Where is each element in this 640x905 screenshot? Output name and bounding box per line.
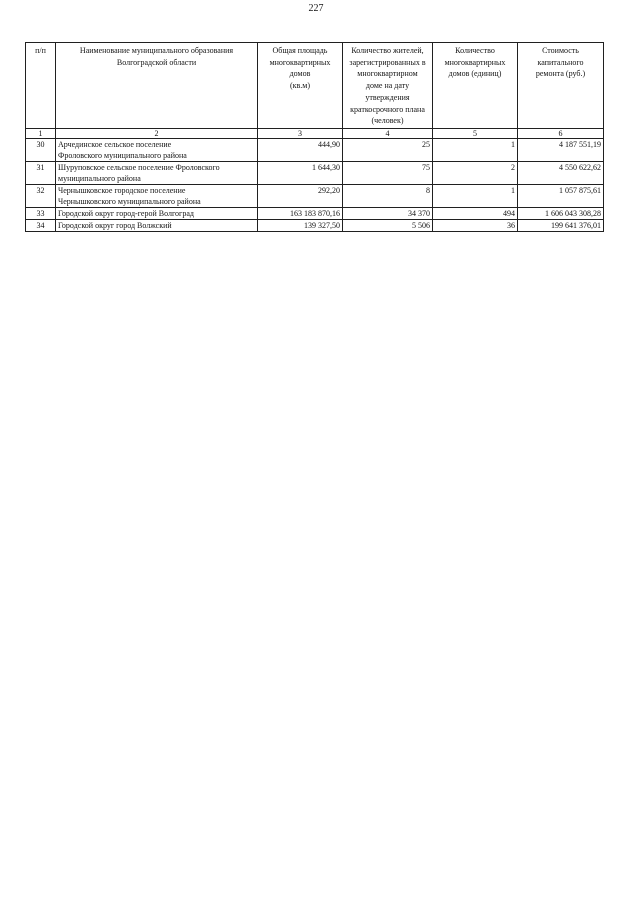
cost-value: 199 641 376,01: [518, 220, 604, 232]
row-index: 34: [26, 220, 56, 232]
header-line: п/п: [35, 46, 46, 55]
header-cell-municipality: [56, 43, 258, 129]
column-number: 3: [258, 129, 343, 139]
header-line: Волгоградской области: [116, 57, 197, 67]
header-line: Стоимость: [542, 46, 579, 55]
column-number: 2: [56, 129, 258, 139]
houses-value: 1: [433, 185, 518, 208]
header-line: (кв.м): [289, 81, 311, 91]
header-line: Количество жителей,: [351, 46, 424, 55]
cost-value: 1 057 875,61: [518, 185, 604, 208]
area-value: 139 327,50: [258, 220, 343, 232]
header-line: многоквартирных: [269, 57, 331, 67]
header-line: Наименование муниципального образования: [79, 46, 234, 55]
header-line: многоквартирных: [444, 57, 506, 67]
table-header-row: [26, 43, 604, 129]
column-number: 6: [518, 129, 604, 139]
municipality-name: [56, 208, 258, 220]
houses-value: 1: [433, 139, 518, 162]
residents-value: 5 506: [343, 220, 433, 232]
row-index: 31: [26, 162, 56, 185]
header-line: многоквартирном: [357, 69, 418, 79]
header-line: ремонта (руб.): [535, 69, 586, 79]
name-line: Шуруповское сельское поселение Фроловского: [58, 163, 220, 172]
header-line: (человек): [371, 116, 404, 126]
municipality-name: [56, 185, 258, 208]
municipality-name: [56, 139, 258, 162]
header-line: капитального: [537, 57, 584, 67]
row-index: 32: [26, 185, 56, 208]
header-line: домов (единиц): [448, 69, 502, 79]
residents-value: 34 370: [343, 208, 433, 220]
header-line: доме на дату: [365, 81, 410, 91]
houses-value: 36: [433, 220, 518, 232]
header-cell-area: [258, 43, 343, 129]
cost-value: 1 606 043 308,28: [518, 208, 604, 220]
row-index: 33: [26, 208, 56, 220]
column-number: 5: [433, 129, 518, 139]
name-line: муниципального района: [58, 174, 141, 183]
municipality-name: [56, 220, 258, 232]
header-line: утверждения: [365, 92, 410, 102]
header-line: Общая площадь: [272, 46, 328, 55]
municipality-name: [56, 162, 258, 185]
header-line: зарегистрированных в: [349, 57, 426, 67]
table-row: [26, 220, 604, 232]
header-cell-houses: [433, 43, 518, 129]
header-cell-cost: [518, 43, 604, 129]
area-value: 444,90: [258, 139, 343, 162]
table-row: [26, 185, 604, 208]
houses-value: 494: [433, 208, 518, 220]
name-line: Фроловского муниципального района: [58, 151, 187, 160]
cost-value: 4 550 622,62: [518, 162, 604, 185]
column-number: 1: [26, 129, 56, 139]
name-line: Чернышковского муниципального района: [58, 197, 201, 206]
header-cell-residents: [343, 43, 433, 129]
header-line: краткосрочного плана: [350, 104, 425, 114]
name-line: Городской округ город Волжский: [58, 221, 172, 230]
area-value: 1 644,30: [258, 162, 343, 185]
residents-value: 75: [343, 162, 433, 185]
table-row: [26, 162, 604, 185]
name-line: Городской округ город-герой Волгоград: [58, 209, 194, 218]
name-line: Арчединское сельское поселение: [58, 140, 172, 149]
residents-value: 25: [343, 139, 433, 162]
column-number-row: [26, 129, 604, 139]
residents-value: 8: [343, 185, 433, 208]
cost-value: 4 187 551,19: [518, 139, 604, 162]
column-number: 4: [343, 129, 433, 139]
table-row: [26, 208, 604, 220]
area-value: 292,20: [258, 185, 343, 208]
name-line: Чернышковское городское поселение: [58, 186, 186, 195]
row-index: 30: [26, 139, 56, 162]
table-row: [26, 139, 604, 162]
header-cell-index: [26, 43, 56, 129]
housing-table: [25, 42, 604, 232]
header-line: Количество: [455, 46, 495, 55]
header-line: домов: [289, 69, 311, 79]
houses-value: 2: [433, 162, 518, 185]
page-number: 227: [308, 3, 324, 14]
area-value: 163 183 870,16: [258, 208, 343, 220]
